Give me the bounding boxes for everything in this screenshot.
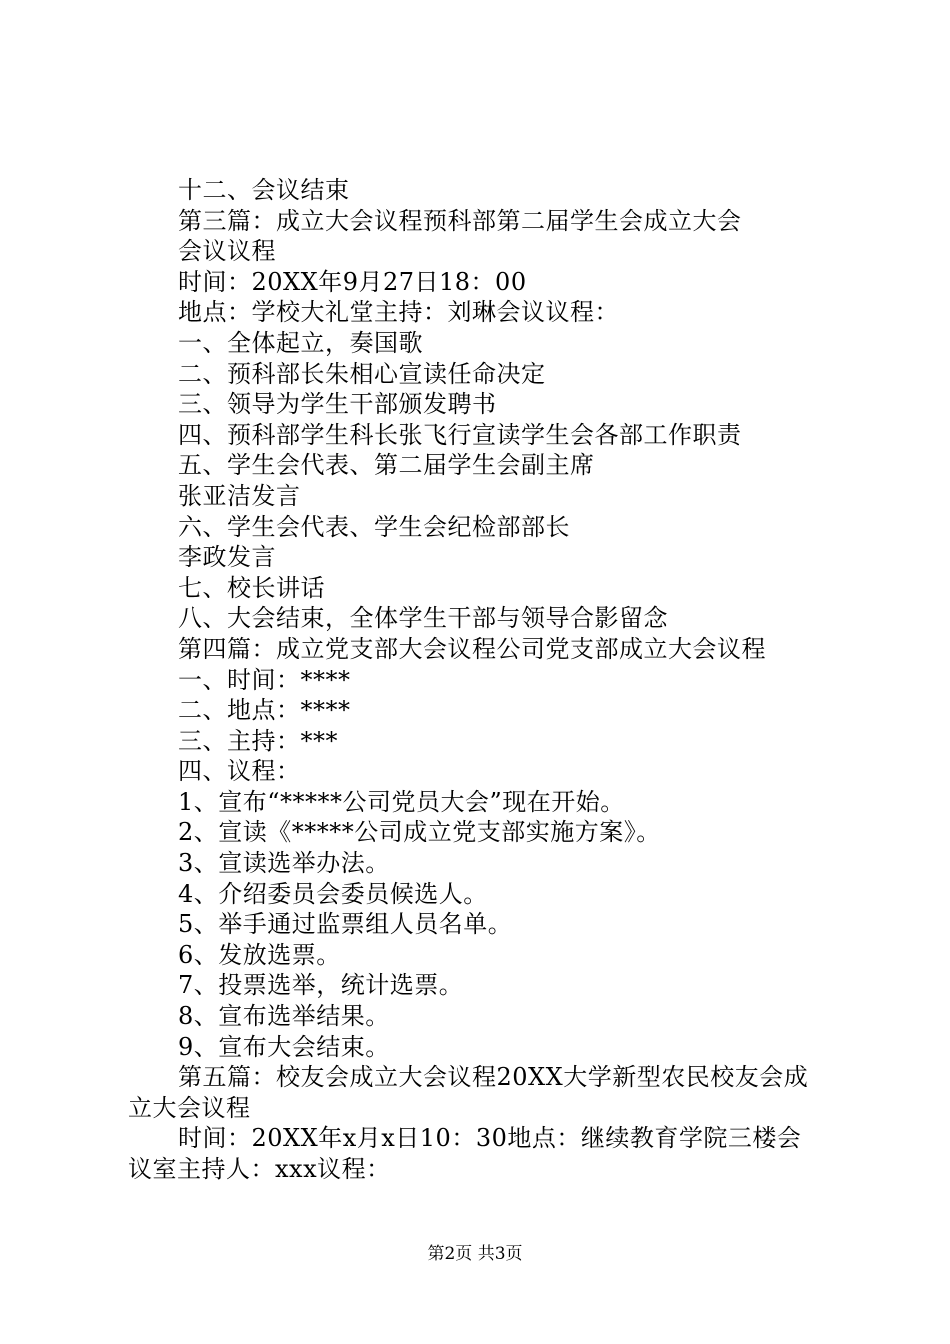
text-line: 时间：20XX年9月27日18：00 <box>178 267 527 296</box>
text-line: 三、领导为学生干部颁发聘书 <box>178 390 497 419</box>
text-line: 一、全体起立，奏国歌 <box>178 328 423 357</box>
text-line: 十二、会议结束 <box>178 176 350 204</box>
text-line: 七、校长讲话 <box>178 573 325 602</box>
text-line: 五、学生会代表、第二届学生会副主席 <box>178 451 595 480</box>
text-line: 9、宣布大会结束。 <box>178 1032 390 1061</box>
text-line: 八、大会结束，全体学生干部与领导合影留念 <box>178 604 668 633</box>
text-line: 3、宣读选举办法。 <box>178 849 390 878</box>
text-line: 一、时间：**** <box>178 665 351 694</box>
text-line: 第五篇：校友会成立大会议程20XX大学新型农民校友会成 <box>178 1063 809 1092</box>
text-line: 三、主持：*** <box>178 726 338 755</box>
text-line: 第三篇：成立大会议程预科部第二届学生会成立大会 <box>178 206 742 235</box>
text-line: 李政发言 <box>178 543 276 572</box>
text-line: 2、宣读《*****公司成立党支部实施方案》。 <box>178 818 661 847</box>
text-line: 8、宣布选举结果。 <box>178 1002 390 1031</box>
document-body <box>128 175 848 1185</box>
text-line: 张亚洁发言 <box>178 481 301 510</box>
text-line: 6、发放选票。 <box>178 940 341 969</box>
text-line: 四、议程： <box>178 757 301 786</box>
text-line: 1、宣布“*****公司党员大会”现在开始。 <box>178 787 625 816</box>
text-line: 立大会议程 <box>128 1093 251 1122</box>
text-line: 六、学生会代表、学生会纪检部部长 <box>178 512 570 541</box>
text-line: 时间：20XX年x月x日10：30地点：继续教育学院三楼会 <box>178 1124 802 1153</box>
text-line: 第四篇：成立党支部大会议程公司党支部成立大会议程 <box>178 634 766 663</box>
text-line: 议室主持人：xxx议程： <box>128 1155 391 1183</box>
text-line: 地点：学校大礼堂主持：刘琳会议议程： <box>178 298 619 327</box>
text-line: 4、介绍委员会委员候选人。 <box>178 879 488 908</box>
text-line: 会议议程 <box>178 237 276 266</box>
text-line: 7、投票选举，统计选票。 <box>178 971 464 1000</box>
text-line: 二、预科部长朱相心宣读任命决定 <box>178 359 546 388</box>
text-line: 二、地点：**** <box>178 696 351 725</box>
text-line: 5、举手通过监票组人员名单。 <box>178 910 513 939</box>
text-line: 四、预科部学生科长张飞行宣读学生会各部工作职责 <box>178 420 742 449</box>
page-footer: 第2页 共3页 <box>427 1244 523 1264</box>
